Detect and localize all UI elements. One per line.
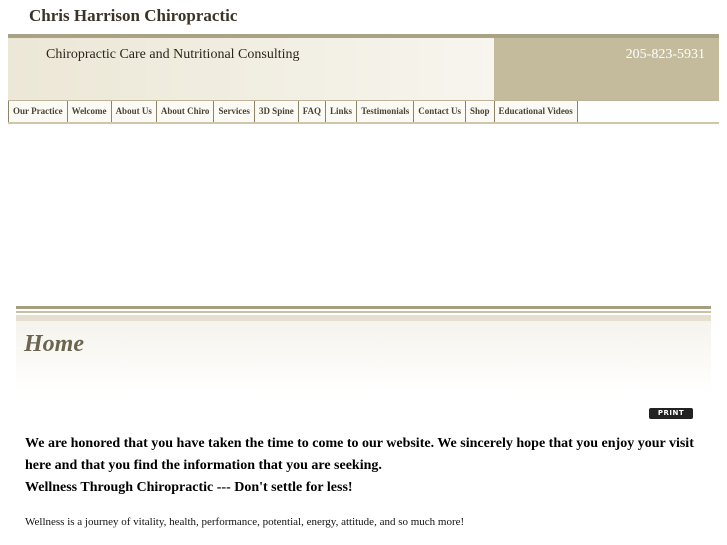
nav-item-testimonials[interactable]: Testimonials (357, 101, 414, 122)
print-button[interactable]: PRINT (649, 408, 693, 419)
nav-item-about-chiro[interactable]: About Chiro (157, 101, 215, 122)
nav-item-welcome[interactable]: Welcome (68, 101, 112, 122)
nav-item-our-practice[interactable]: Our Practice (9, 101, 68, 122)
intro-text (25, 433, 705, 499)
banner-left-panel (8, 38, 494, 100)
nav-item-educational-videos[interactable]: Educational Videos (498, 106, 573, 116)
wellness-text: Wellness is a journey of vitality, health, performance, potential, energy, attitude, and so much more! (25, 516, 465, 528)
phone-number: 205-823-5931 (625, 47, 705, 62)
page-title: Home (24, 331, 84, 357)
nav-item-services[interactable]: Services (214, 101, 255, 122)
site-header (0, 0, 727, 34)
intro-slogan: Wellness Through Chiropractic --- Don't settle for less! (25, 480, 353, 495)
nav-item-about-us[interactable]: About Us (112, 101, 157, 122)
nav-item-shop[interactable]: Shop (466, 101, 495, 122)
nav-menu (8, 101, 578, 123)
banner (8, 34, 719, 100)
hero-area (8, 124, 719, 304)
nav-item-faq[interactable]: FAQ (299, 101, 326, 122)
intro-paragraph: We are honored that you have taken the time to come to our website. We sincerely hope that you enjoy your visit here and that you find the information that you are seeking. (25, 436, 694, 473)
nav-item-links[interactable]: Links (326, 101, 357, 122)
divider-line (16, 306, 711, 309)
divider-line (16, 311, 711, 313)
banner-right-panel (494, 38, 719, 100)
nav-item-contact-us[interactable]: Contact Us (414, 101, 466, 122)
nav-item-3d-spine[interactable]: 3D Spine (255, 101, 299, 122)
page-heading-box (16, 321, 711, 393)
main-nav (8, 100, 719, 124)
tagline: Chiropractic Care and Nutritional Consulting (46, 47, 300, 62)
site-title[interactable]: Chris Harrison Chiropractic (29, 6, 238, 25)
